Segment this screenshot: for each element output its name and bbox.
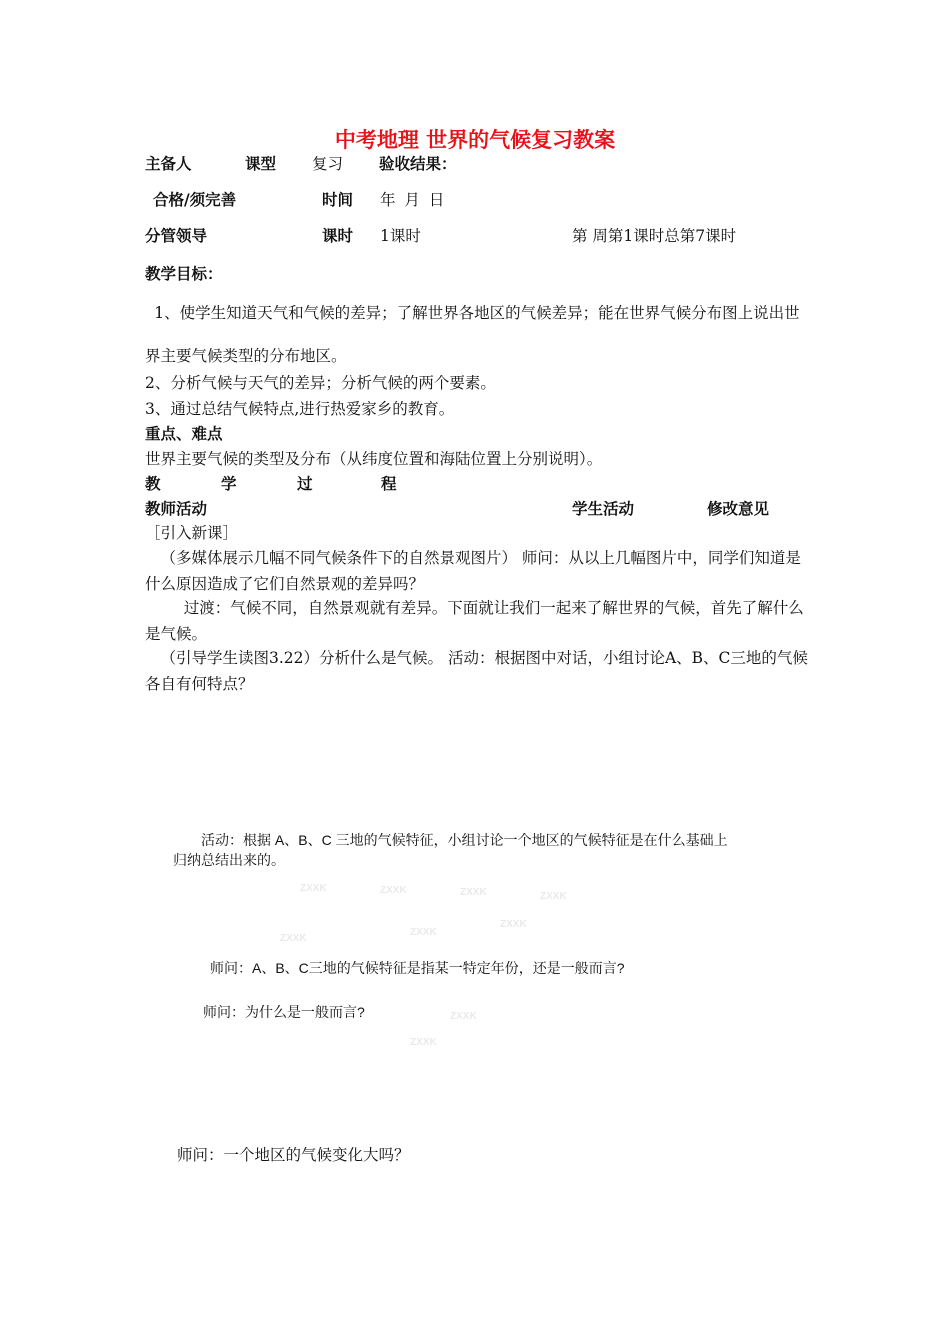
period-value: 1课时	[380, 227, 421, 245]
image-question-1: 师问：A、B、C三地的气候特征是指某一特定年份，还是一般而言?	[210, 960, 625, 976]
paragraph-2: 过渡：气候不同，自然景观就有差异。下面就让我们一起来了解世界的气候，首先了解什么是气候。	[145, 599, 804, 643]
intro-label: ［引入新课］	[145, 524, 239, 542]
period-label: 课时	[322, 226, 354, 245]
image-line-1: 活动：根据 A、B、C 三地的气候特征，小组讨论一个地区的气候特征是在什么基础上	[201, 832, 728, 848]
column-student-activity: 学生活动	[572, 499, 635, 518]
process-char-3: 过	[297, 474, 313, 493]
image-line-2: 归纳总结出来的。	[173, 852, 285, 868]
acceptance-value: 合格/须完善	[153, 190, 237, 209]
keypoints-text: 世界主要气候的类型及分布（从纬度位置和海陆位置上分别说明）。	[145, 450, 603, 468]
document-title: 中考地理 世界的气候复习教案	[334, 127, 616, 152]
paragraph-3: （引导学生读图3.22）分析什么是气候。 活动：根据图中对话，小组讨论A、B、C三地的气候各自有何特点？	[145, 649, 808, 693]
lesson-type-label: 课型	[245, 154, 277, 173]
column-teacher-activity: 教师活动	[145, 499, 208, 518]
paragraph-1: （多媒体展示几幅不同气候条件下的自然景观图片） 师问：从以上几幅图片中，同学们知道是什么原因造成了它们自然景观的差异吗？	[145, 549, 801, 593]
leader-label: 分管领导	[145, 226, 208, 245]
acceptance-label: 验收结果：	[379, 154, 457, 173]
preparer-label: 主备人	[145, 154, 192, 173]
process-char-2: 学	[221, 474, 237, 493]
image-question-2: 师问：为什么是一般而言?	[203, 1004, 365, 1020]
objectives-heading: 教学目标：	[145, 264, 223, 283]
embedded-image: ZXXK ZXXK ZXXK ZXXK ZXXK ZXXK ZXXK ZXXK ZXXK	[280, 883, 567, 1048]
keypoints-heading: 重点、难点	[145, 424, 223, 443]
objective-item-1: 1、使学生知道天气和气候的差异；了解世界各地区的气候差异；能在世界气候分布图上说出世界主要气候类型的分布地区。	[145, 304, 800, 365]
process-char-4: 程	[381, 474, 397, 493]
time-value: 年 月 日	[380, 191, 445, 209]
schedule-text: 第 周第1课时总第7课时	[572, 227, 737, 245]
column-revision-comments: 修改意见	[707, 499, 770, 518]
objective-item-3: 3、通过总结气候特点,进行热爱家乡的教育。	[145, 400, 455, 418]
time-label: 时间	[322, 190, 354, 209]
objective-item-2: 2、分析气候与天气的差异；分析气候的两个要素。	[145, 374, 496, 392]
process-char-1: 教	[145, 474, 161, 493]
lesson-type-value: 复习	[312, 155, 344, 173]
final-question: 师问：一个地区的气候变化大吗？	[177, 1146, 410, 1164]
